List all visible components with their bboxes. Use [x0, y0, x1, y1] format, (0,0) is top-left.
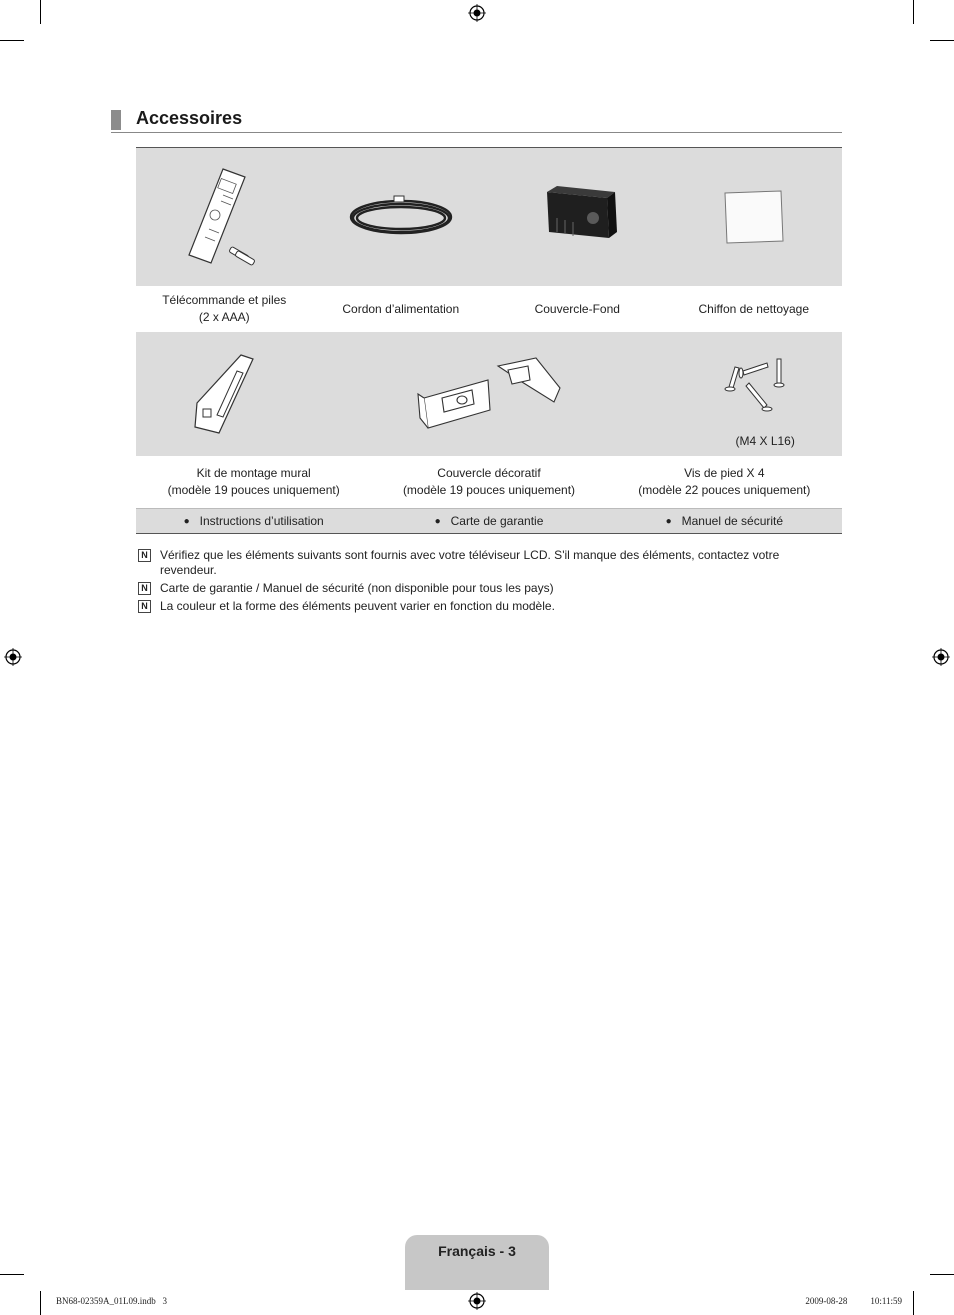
wall-mount-kit-icon	[189, 351, 259, 437]
accessory-image-cell	[489, 148, 666, 286]
accessory-label: Cordon d’alimentation	[342, 301, 460, 316]
bullet-icon: ●	[434, 515, 441, 527]
registration-mark-icon	[4, 648, 22, 666]
decorative-cover-icon	[414, 354, 564, 434]
page-number-tab	[405, 1235, 549, 1290]
crop-mark	[40, 1291, 41, 1315]
crop-mark	[930, 1274, 954, 1275]
accessory-label: Couvercle-Fond	[534, 301, 620, 316]
crop-mark	[40, 0, 41, 24]
accessories-table	[136, 147, 842, 534]
cover-bottom-icon	[537, 182, 617, 252]
note-icon: N	[138, 600, 151, 613]
section-title: Accessoires	[136, 108, 243, 128]
accessory-image-cell	[666, 332, 843, 456]
accessory-label: Vis de pied X 4 (modèle 22 pouces uniquement)	[638, 466, 811, 497]
accessory-label: Kit de montage mural (modèle 19 pouces uniquement)	[167, 466, 340, 497]
screws-icon	[719, 353, 789, 417]
document-item: ● Carte de garantie	[434, 514, 544, 528]
remote-control-icon	[179, 165, 269, 269]
accessory-image-cell	[666, 148, 843, 286]
print-timestamp: 2009-08-28 ￿￿ 10:11:59	[805, 1296, 902, 1306]
bullet-icon: ●	[183, 515, 190, 527]
crop-mark	[913, 1291, 914, 1315]
accessory-image-row	[136, 148, 842, 286]
registration-mark-icon	[468, 4, 486, 22]
document-item: ● Manuel de sécurité	[665, 514, 784, 528]
bullet-icon: ●	[665, 515, 672, 527]
section-header	[111, 108, 842, 133]
accessory-label: Chiffon de nettoyage	[698, 301, 810, 316]
registration-mark-icon	[468, 1292, 486, 1310]
accessory-image-cell	[313, 148, 490, 286]
accessory-image-row	[136, 332, 842, 456]
accessory-image-cell	[136, 148, 313, 286]
accessory-label: Télécommande et piles (2 x AAA)	[162, 293, 287, 324]
note-item: N La couleur et la forme des éléments peuvent varier en fonction du modèle.	[136, 599, 836, 614]
page-label: Français - 3	[438, 1243, 516, 1259]
power-cord-icon	[346, 192, 456, 242]
accessory-label-row	[136, 456, 842, 508]
notes-list	[136, 548, 836, 617]
accessory-label: Couvercle décoratif (modèle 19 pouces uniquement)	[402, 466, 576, 497]
accessory-image-cell	[313, 332, 666, 456]
cleaning-cloth-icon	[719, 185, 789, 249]
document-item: ● Instructions d’utilisation	[183, 514, 324, 528]
note-item: N Carte de garantie / Manuel de sécurité (non disponible pour tous les pays)	[136, 581, 836, 596]
crop-mark	[0, 1274, 24, 1275]
note-item: N Vérifiez que les éléments suivants sont fournis avec votre téléviseur LCD. S'il manque des éléments, contactez votre revendeur.	[136, 548, 836, 578]
accessory-label-row	[136, 286, 842, 332]
note-icon: N	[138, 549, 151, 562]
registration-mark-icon	[932, 648, 950, 666]
screw-dimension: (M4 X L16)	[735, 434, 795, 448]
crop-mark	[930, 40, 954, 41]
section-marker	[111, 110, 121, 130]
file-name: BN68-02359A_01L09.indb 3	[56, 1296, 167, 1306]
accessory-image-cell	[136, 332, 313, 456]
documents-row	[136, 508, 842, 533]
crop-mark	[0, 40, 24, 41]
crop-mark	[913, 0, 914, 24]
note-icon: N	[138, 582, 151, 595]
